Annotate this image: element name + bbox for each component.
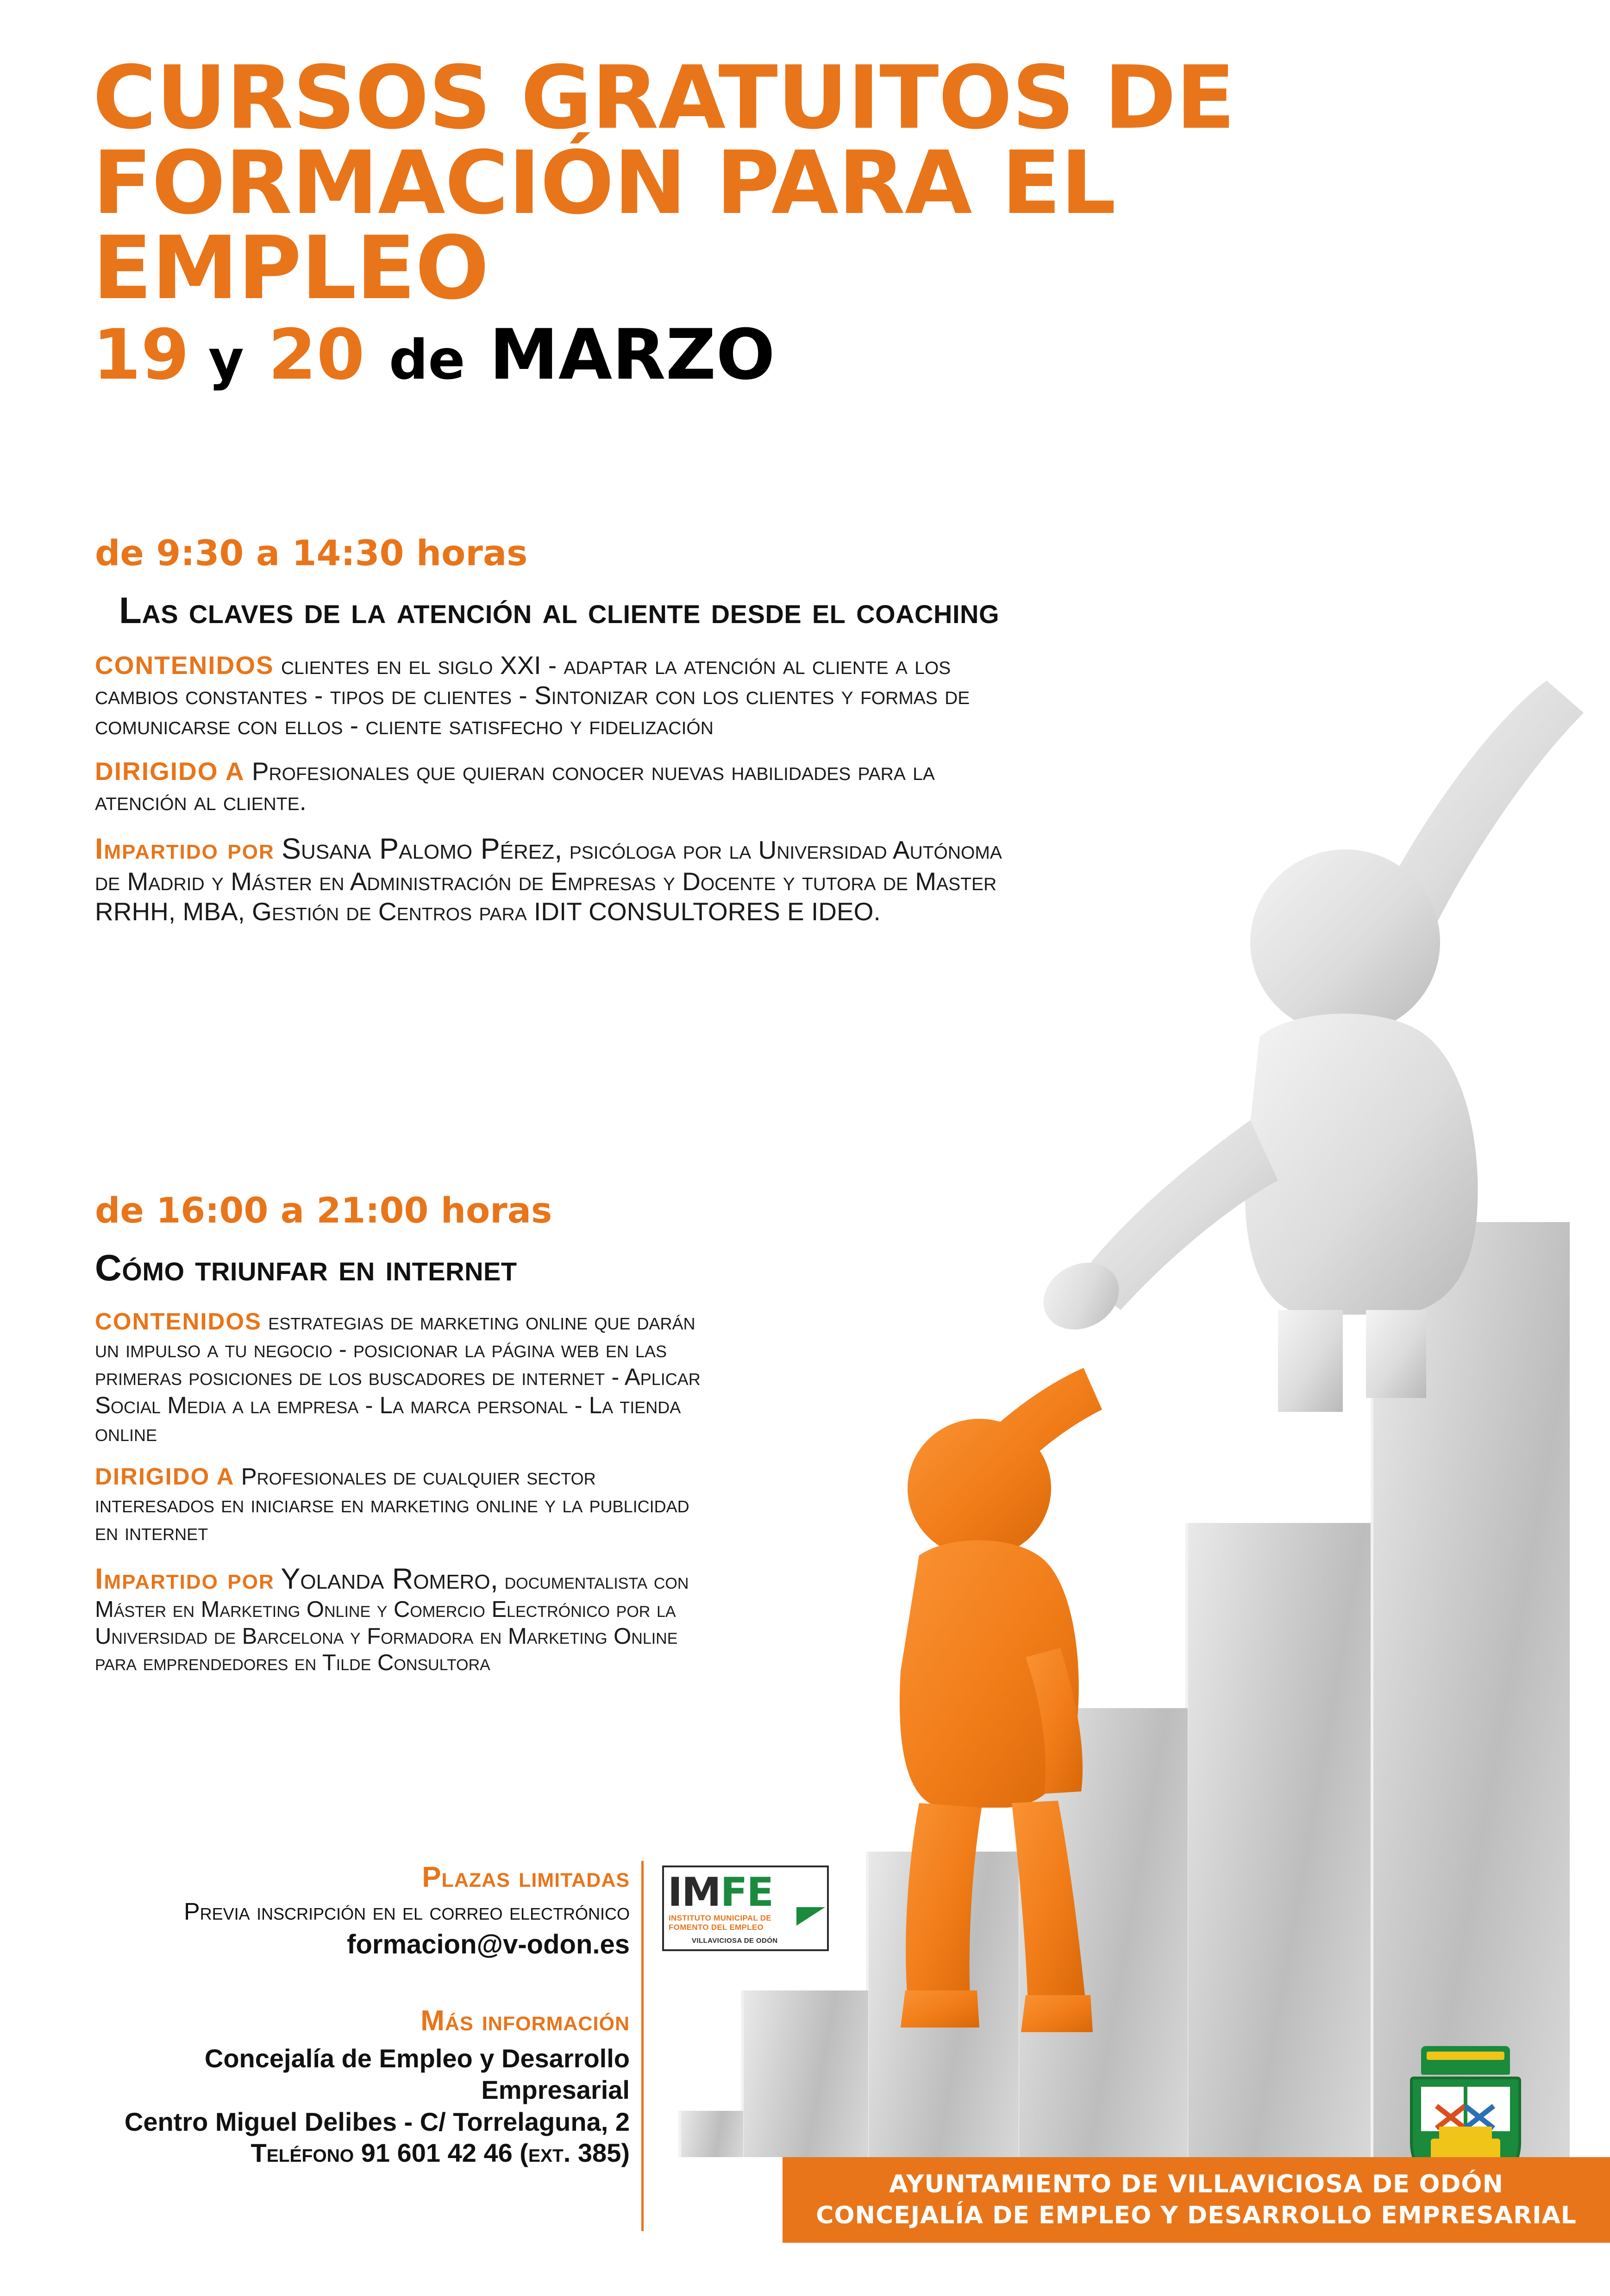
stair-bar-3 <box>866 1852 1019 2157</box>
page-title <box>93 47 1528 319</box>
imfe-subtitle-line-3: VILLAVICIOSA DE ODÓN <box>692 1937 778 1945</box>
session-1-contents-text: clientes en el siglo XXI - adaptar la atención al cliente a los cambios constantes - tipos de clientes - Sintonizar con los clientes y formas de comunicarse con ellos - cliente satisfecho y fidelización <box>95 651 970 740</box>
date-conjunction: y <box>208 328 244 392</box>
imfe-subtitle-line-1: INSTITUTO MUNICIPAL DE <box>669 1914 771 1922</box>
session-1 <box>95 532 1030 942</box>
imfe-acronym-part1: IM <box>668 1869 720 1915</box>
session-1-contents <box>95 650 1030 741</box>
footer-bar-line-1: AYUNTAMIENTO DE VILLAVICIOSA DE ODÓN <box>889 2170 1504 2199</box>
session-2-target-label: DIRIGIDO A <box>95 1463 235 1490</box>
session-1-contents-label: CONTENIDOS <box>95 651 274 680</box>
vertical-divider <box>641 1861 644 2231</box>
session-2-speaker <box>95 1562 711 1677</box>
title-line-1: CURSOS GRATUITOS DE <box>93 47 1235 149</box>
session-2-contents-label: CONTENIDOS <box>95 1308 262 1335</box>
session-1-speaker <box>95 832 1030 926</box>
session-1-target-label: DIRIGIDO A <box>95 756 245 786</box>
registration-info <box>111 1861 630 1960</box>
imfe-logo <box>662 1866 829 1951</box>
shield-quarter-2 <box>1467 2087 1510 2131</box>
session-2-contents-text: estrategias de marketing online que darán un impulso a tu negocio - posicionar la página web en las primeras posiciones de los buscadores de internet - Aplicar Social Media a la empresa - La marca personal - La tienda online <box>95 1308 701 1446</box>
session-2-time: de 16:00 a 21:00 horas <box>95 1190 552 1231</box>
imfe-subtitle-line-2: FOMENTO DEL EMPLEO <box>669 1922 764 1932</box>
footer-bar <box>783 2157 1610 2243</box>
session-2-target <box>95 1463 711 1547</box>
session-1-target-text: Profesionales que quieran conocer nuevas habilidades para la atención al cliente. <box>95 756 935 816</box>
footer-bar-line-2: CONCEJALÍA DE EMPLEO Y DESARROLLO EMPRESARIAL <box>816 2202 1577 2230</box>
stair-bar-1 <box>678 2111 743 2157</box>
session-2-target-text: Profesionales de cualquier sector interesados en iniciarse en marketing online y la publicidad en internet <box>95 1463 689 1546</box>
shield-quarter-1 <box>1421 2087 1464 2131</box>
session-1-speaker-bio: psicóloga por la Universidad Autónoma de Madrid y Máster en Administración de Empresas y Docente y tutora de Master RRHH, MBA, Gestión de Centros para IDIT CONSULTORES E IDEO. <box>95 836 1002 926</box>
date-month-prefix: de <box>388 328 465 392</box>
session-2-speaker-label: Impartido por <box>95 1563 275 1596</box>
date-month: MARZO <box>489 315 775 395</box>
session-2-contents <box>95 1308 711 1447</box>
session-1-title: Las claves de la atención al cliente desde el coaching <box>119 590 999 631</box>
more-info-line-2: Empresarial <box>481 2075 630 2105</box>
more-info-title: Más información <box>420 2005 630 2037</box>
session-2-title: Cómo triunfar en internet <box>95 1247 517 1288</box>
registration-line: Previa inscripción en el correo electrónico <box>183 1898 630 1925</box>
session-1-speaker-label: Impartido por <box>95 833 275 866</box>
more-info <box>69 2004 630 2168</box>
session-1-target <box>95 756 1030 817</box>
session-1-time: de 9:30 a 14:30 horas <box>95 532 528 574</box>
stair-bar-6 <box>1371 1222 1570 2157</box>
date-line <box>93 315 775 395</box>
date-day-2: 20 <box>268 315 365 395</box>
session-2-speaker-bio: documentalista con Máster en Marketing Online y Comercio Electrónico por la Universidad de Barcelona y Formadora en Marketing Online para emprendedores en Tilde Consultora <box>95 1569 689 1676</box>
imfe-subtitle <box>669 1914 771 1932</box>
date-day-1: 19 <box>93 315 189 395</box>
session-1-speaker-name: Susana Palomo Pérez, <box>282 833 563 866</box>
imfe-flag-icon <box>796 1907 825 1926</box>
session-2-speaker-name: Yolanda Romero, <box>281 1563 499 1596</box>
crown-icon <box>1421 2046 1510 2075</box>
stair-bar-4 <box>1016 1708 1188 2157</box>
registration-email[interactable]: formacion@v-odon.es <box>347 1929 630 1960</box>
title-line-2: FORMACIÓN PARA EL EMPLEO <box>93 132 1116 319</box>
more-info-line-3: Centro Miguel Delibes - C/ Torrelaguna, 2 <box>124 2107 630 2136</box>
registration-title: Plazas limitadas <box>422 1861 630 1893</box>
stair-bar-5 <box>1185 1523 1371 2157</box>
imfe-acronym <box>668 1869 773 1915</box>
imfe-acronym-part2: FE <box>720 1869 773 1915</box>
session-2 <box>95 1190 975 1692</box>
more-info-phone: Teléfono 91 601 42 46 (ext. 385) <box>251 2138 630 2167</box>
stair-bar-2 <box>741 1990 868 2157</box>
more-info-line-1: Concejalía de Empleo y Desarrollo <box>204 2044 630 2073</box>
